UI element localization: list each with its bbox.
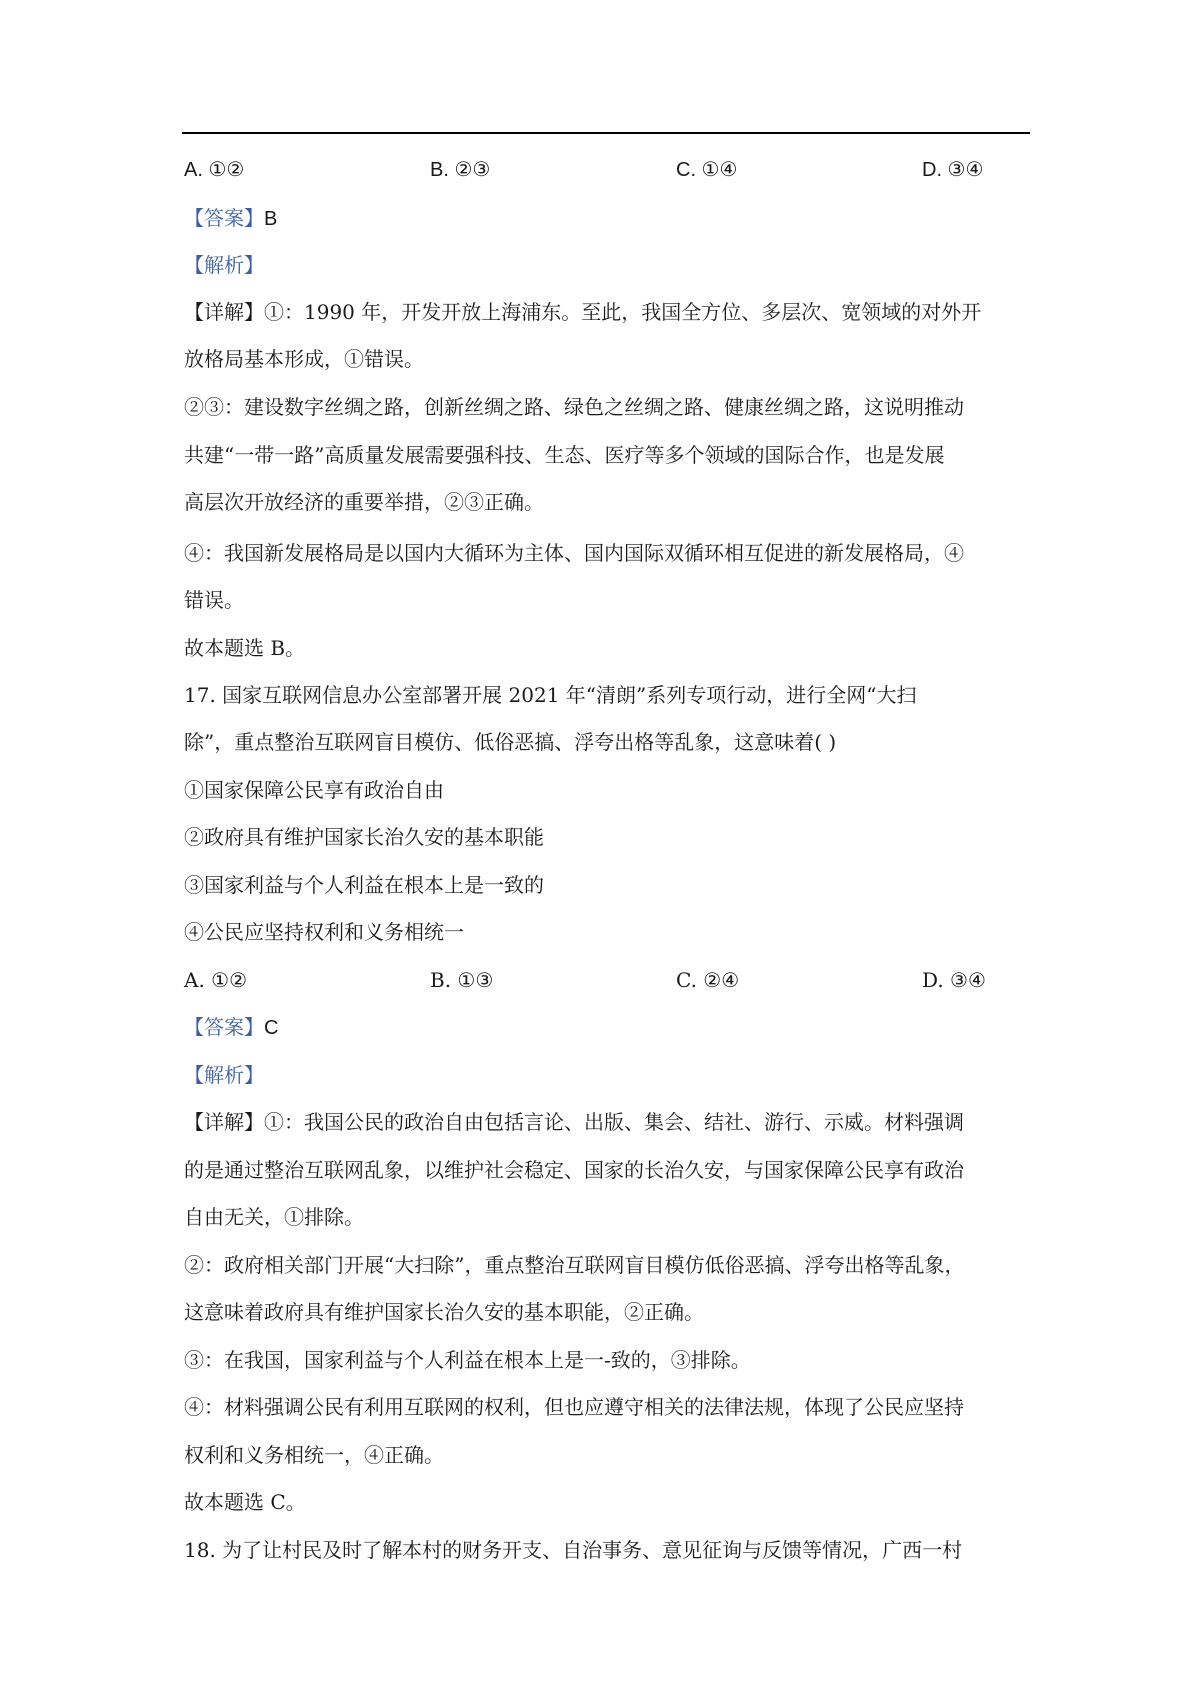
q17-analysis-tag: 【解析】 bbox=[184, 1063, 264, 1087]
q16-detail-line-6: ④：我国新发展格局是以国内大循环为主体、国内国际双循环相互促进的新发展格局，④ bbox=[184, 541, 964, 565]
q16-analysis-tag: 【解析】 bbox=[184, 253, 264, 277]
q17-detail-line-6: ③：在我国，国家利益与个人利益在根本上是一-致的，③排除。 bbox=[184, 1348, 751, 1372]
q16-option-c: C. ①④ bbox=[676, 159, 738, 181]
q17-option-d: D. ③④ bbox=[922, 968, 986, 992]
q17-answer bbox=[184, 1015, 278, 1040]
detail-tag: 【详解】 bbox=[184, 300, 264, 324]
q17-option-b: B. ①③ bbox=[430, 968, 494, 992]
answer-value: C bbox=[264, 1017, 279, 1039]
detail-tag: 【详解】 bbox=[184, 1110, 264, 1134]
q17-statement-3: ③国家利益与个人利益在根本上是一致的 bbox=[184, 873, 544, 897]
q16-detail-line-7: 错误。 bbox=[184, 588, 244, 612]
answer-tag: 【答案】 bbox=[184, 206, 264, 230]
q17-statement-4: ④公民应坚持权利和义务相统一 bbox=[184, 920, 464, 944]
q16-detail-line-1: 【详解】①：1990 年，开发开放上海浦东。至此，我国全方位、多层次、宽领域的对外开 bbox=[184, 300, 982, 324]
answer-value: B bbox=[264, 208, 278, 230]
q16-detail-line-4: 共建“一带一路”高质量发展需要强科技、生态、医疗等多个领域的国际合作，也是发展 bbox=[184, 443, 945, 467]
q17-statement-2: ②政府具有维护国家长治久安的基本职能 bbox=[184, 825, 544, 849]
q16-option-d: D. ③④ bbox=[922, 159, 984, 181]
q16-option-b: B. ②③ bbox=[430, 159, 491, 181]
q16-detail-line-2: 放格局基本形成，①错误。 bbox=[184, 347, 424, 371]
answer-tag: 【答案】 bbox=[184, 1015, 264, 1039]
q17-detail-line-3: 自由无关，①排除。 bbox=[184, 1205, 364, 1229]
q16-option-a: A. ①② bbox=[184, 159, 245, 181]
header-rule bbox=[182, 132, 1030, 134]
q16-answer bbox=[184, 206, 277, 231]
q16-detail-line-3: ②③：建设数字丝绸之路，创新丝绸之路、绿色之丝绸之路、健康丝绸之路，这说明推动 bbox=[184, 395, 964, 419]
q18-stem-line-1: 18. 为了让村民及时了解本村的财务开支、自治事务、意见征询与反馈等情况，广西一村 bbox=[184, 1538, 963, 1562]
q17-detail-line-1: 【详解】①：我国公民的政治自由包括言论、出版、集会、结社、游行、示威。材料强调 bbox=[184, 1110, 964, 1134]
q17-detail-line-2: 的是通过整治互联网乱象，以维护社会稳定、国家的长治久安，与国家保障公民享有政治 bbox=[184, 1158, 964, 1182]
q17-detail-line-7: ④：材料强调公民有利用互联网的权利，但也应遵守相关的法律法规，体现了公民应坚持 bbox=[184, 1395, 964, 1419]
q17-stem-line-1: 17. 国家互联网信息办公室部署开展 2021 年“清朗”系列专项行动，进行全网“大扫 bbox=[184, 683, 917, 707]
q17-statement-1: ①国家保障公民享有政治自由 bbox=[184, 778, 444, 802]
q16-conclusion: 故本题选 B。 bbox=[184, 636, 306, 660]
q17-option-a: A. ①② bbox=[184, 968, 248, 992]
q17-stem-line-2: 除”，重点整治互联网盲目模仿、低俗恶搞、浮夸出格等乱象，这意味着( ) bbox=[184, 730, 837, 754]
q17-detail-line-5: 这意味着政府具有维护国家长治久安的基本职能，②正确。 bbox=[184, 1300, 704, 1324]
q16-detail-line-5: 高层次开放经济的重要举措，②③正确。 bbox=[184, 490, 544, 514]
q17-detail-line-4: ②：政府相关部门开展“大扫除”，重点整治互联网盲目模仿低俗恶搞、浮夸出格等乱象， bbox=[184, 1253, 965, 1277]
q17-conclusion: 故本题选 C。 bbox=[184, 1490, 306, 1514]
q17-option-c: C. ②④ bbox=[676, 968, 740, 992]
q17-detail-line-8: 权利和义务相统一，④正确。 bbox=[184, 1443, 444, 1467]
